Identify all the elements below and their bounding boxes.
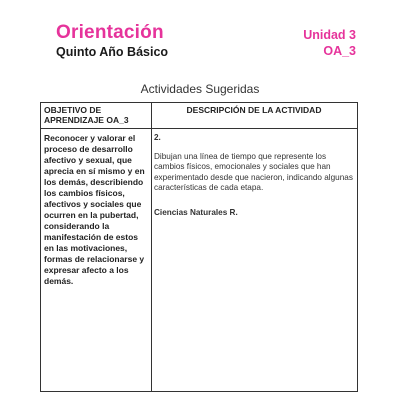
oa-label: OA_3 [323,44,356,58]
unit-label: Unidad 3 [303,28,356,42]
activity-cell [154,133,353,218]
objective-cell: Reconocer y valorar el proceso de desarrollo afectivo y sexual, que aprecia en sí mismo y en los demás, describiendo los cambios físicos, afectivos y sociales que ocurren en la pubertad, considerando la manifestación de estos en las motivaciones, formas de relacionarse y expresar afecto a los demás. [44,133,145,286]
grade-subtitle: Quinto Año Básico [56,45,169,59]
description-column-header: DESCRIPCIÓN DE LA ACTIVIDAD [186,105,322,115]
section-title: Actividades Sugeridas [140,82,260,96]
header-right [303,27,356,59]
header-divider [41,128,357,129]
activity-number: 2. [154,133,161,142]
header-left [56,22,168,59]
activities-table [40,102,358,392]
objective-column-header: OBJETIVO DE APRENDIZAJE OA_3 [44,105,129,125]
page-title: Orientación [56,22,164,43]
column-divider [151,103,152,391]
activity-reference: Ciencias Naturales R. [154,207,238,217]
activity-description: Dibujan una línea de tiempo que represente los cambios físicos, emocionales y sociales que han experimentado desde que nacieron, indicando algunas características de cada etapa. [154,151,353,192]
